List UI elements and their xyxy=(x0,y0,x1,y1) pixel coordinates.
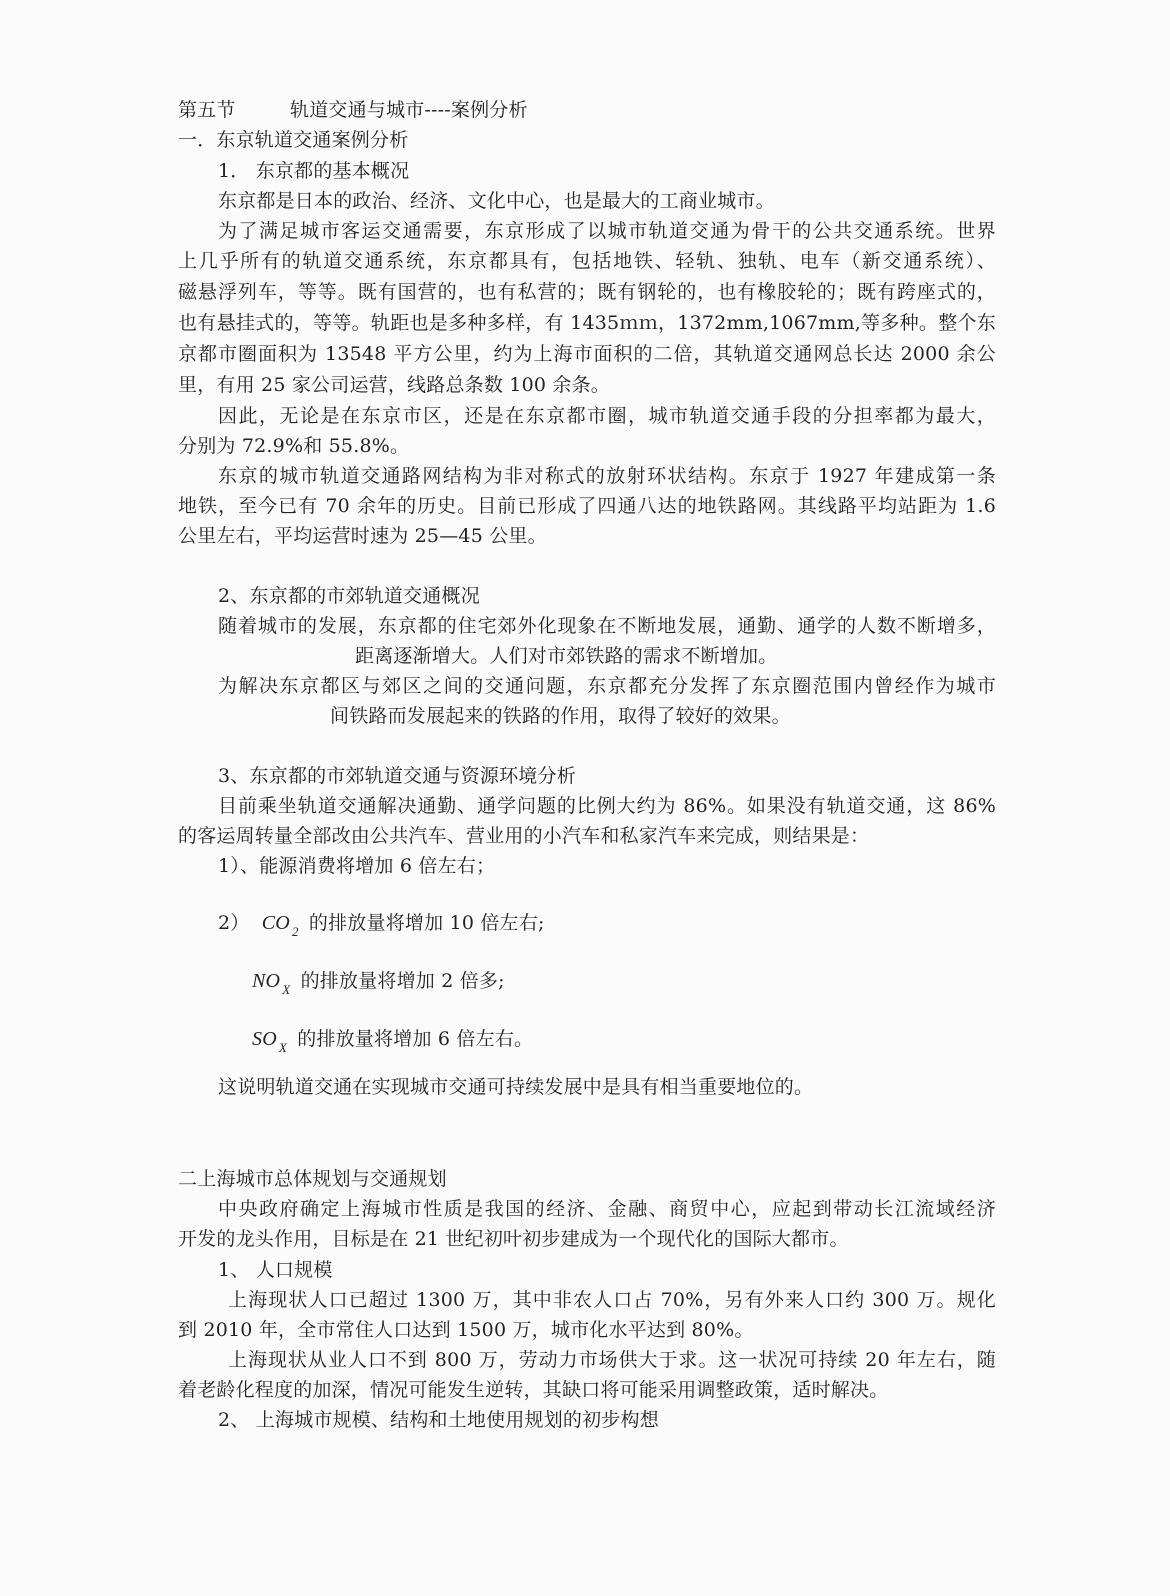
part2-sub1-p1-line1: 上海现状人口已超过 1300 万，其中非农人口占 70%，另有外来人口约 300 万。规化 xyxy=(228,1289,996,1311)
nox-subscript: X xyxy=(282,982,291,997)
sox-formula: SO xyxy=(252,1028,277,1050)
item2-number: 2） xyxy=(218,912,250,934)
part1-sub2-p1-line1: 随着城市的发展，东京都的住宅郊外化现象在不断地发展，通勤、通学的人数不断增多， xyxy=(218,615,996,637)
part1-sub1-p3-line2: 分别为 72.9%和 55.8%。 xyxy=(178,435,410,457)
nox-formula: NO xyxy=(252,970,281,992)
part1-sub2-p2-line1: 为解决东京都区与郊区之间的交通问题，东京都充分发挥了东京圈范围内曾经作为城市 xyxy=(218,675,996,697)
co2-formula: CO xyxy=(261,912,290,934)
part1-sub1-p4-line3: 公里左右，平均运营时速为 25—45 公里。 xyxy=(178,525,547,547)
part1-title: 一．东京轨道交通案例分析 xyxy=(178,129,409,151)
part1-sub1-p2-line2: 上几乎所有的轨道交通系统，东京都具有，包括地铁、轻轨、独轨、电车（新交通系统）、 xyxy=(178,250,996,272)
part1-sub1-p2-line5: 京都市圈面积为 13548 平方公里，约为上海市面积的二倍，其轨道交通网总长达 2000 余公 xyxy=(178,343,996,365)
part1-sub3-p1-line2: 的客运周转量全部改由公共汽车、营业用的小汽车和私家汽车来完成，则结果是： xyxy=(178,825,870,847)
sox-subscript: X xyxy=(278,1040,287,1055)
part1-sub1-p2-line4: 也有悬挂式的，等等。轨距也是多种多样，有 1435ｍｍ，1372mm,1067mm,等多种。整个东 xyxy=(178,312,996,334)
part2-sub1-p2-line2: 着老龄化程度的加深，情况可能发生逆转，其缺口将可能采用调整政策，适时解决。 xyxy=(178,1379,889,1401)
part2-p1-line2: 开发的龙头作用，目标是在 21 世纪初叶初步建成为一个现代化的国际大都市。 xyxy=(178,1228,849,1250)
part1-sub1-p3-line1: 因此，无论是在东京市区，还是在东京都市圈，城市轨道交通手段的分担率都为最大， xyxy=(218,405,996,427)
part1-sub2-title: 2、东京都的市郊轨道交通概况 xyxy=(218,585,480,607)
part2-sub1-p2-line1: 上海现状从业人口不到 800 万，劳动力市场供大于求。这一状况可持续 20 年左右，随 xyxy=(228,1349,996,1371)
part1-sub3-item2 xyxy=(218,910,545,938)
part1-sub1-p2-line1: 为了满足城市客运交通需要，东京形成了以城市轨道交通为骨干的公共交通系统。世界 xyxy=(218,220,996,242)
co2-subscript: 2 xyxy=(291,924,299,939)
part1-sub1-p4-line1: 东京的城市轨道交通路网结构为非对称式的放射环状结构。东京于 1927 年建成第一条 xyxy=(218,465,996,487)
part1-sub2-p1-line2: 距离逐渐增大。人们对市郊铁路的需求不断增加。 xyxy=(355,645,778,667)
part1-sub1-title: 1． 东京都的基本概况 xyxy=(218,160,410,182)
part1-sub2-p2-line2: 间铁路而发展起来的铁路的作用，取得了较好的效果。 xyxy=(330,705,791,727)
part1-sub1-p2-line6: 里，有用 25 家公司运营，线路总条数 100 余条。 xyxy=(178,374,611,396)
section-title: 轨道交通与城市----案例分析 xyxy=(290,99,528,121)
part2-sub1-title: 1、 人口规模 xyxy=(218,1259,333,1281)
part1-sub1-p1: 东京都是日本的政治、经济、文化中心，也是最大的工商业城市。 xyxy=(218,190,775,212)
part2-sub2-title: 2、 上海城市规模、结构和土地使用规划的初步构想 xyxy=(218,1409,659,1431)
part2-sub1-p1-line2: 到 2010 年，全市常住人口达到 1500 万，城市化水平达到 80%。 xyxy=(178,1319,754,1341)
sox-text: 的排放量将增加 6 倍左右。 xyxy=(297,1028,534,1050)
part1-sub1-p2-line3: 磁悬浮列车，等等。既有国营的，也有私营的；既有钢轮的，也有橡胶轮的；既有跨座式的， xyxy=(178,281,996,303)
co2-text: 的排放量将增加 10 倍左右; xyxy=(308,912,545,934)
part1-sub1-p4-line2: 地铁，至今已有 70 余年的历史。目前已形成了四通八达的地铁路网。其线路平均站距为 1.6 xyxy=(178,495,996,517)
part1-sub3-p1-line1: 目前乘坐轨道交通解决通勤、通学问题的比例大约为 86%。如果没有轨道交通，这 86% xyxy=(218,795,996,817)
part2-title: 二上海城市总体规划与交通规划 xyxy=(178,1168,447,1190)
part1-sub3-item1: 1）、能源消费将增加 6 倍左右； xyxy=(218,855,496,877)
part2-p1-line1: 中央政府确定上海城市性质是我国的经济、金融、商贸中心，应起到带动长江流域经济 xyxy=(218,1198,996,1220)
part1-sub3-conclusion: 这说明轨道交通在实现城市交通可持续发展中是具有相当重要地位的。 xyxy=(218,1076,814,1098)
nox-text: 的排放量将增加 2 倍多; xyxy=(300,970,505,992)
part1-sub3-sox xyxy=(252,1026,533,1054)
section-label: 第五节 xyxy=(178,99,236,121)
part1-sub3-nox xyxy=(252,968,505,996)
part1-sub3-title: 3、东京都的市郊轨道交通与资源环境分析 xyxy=(218,765,576,787)
